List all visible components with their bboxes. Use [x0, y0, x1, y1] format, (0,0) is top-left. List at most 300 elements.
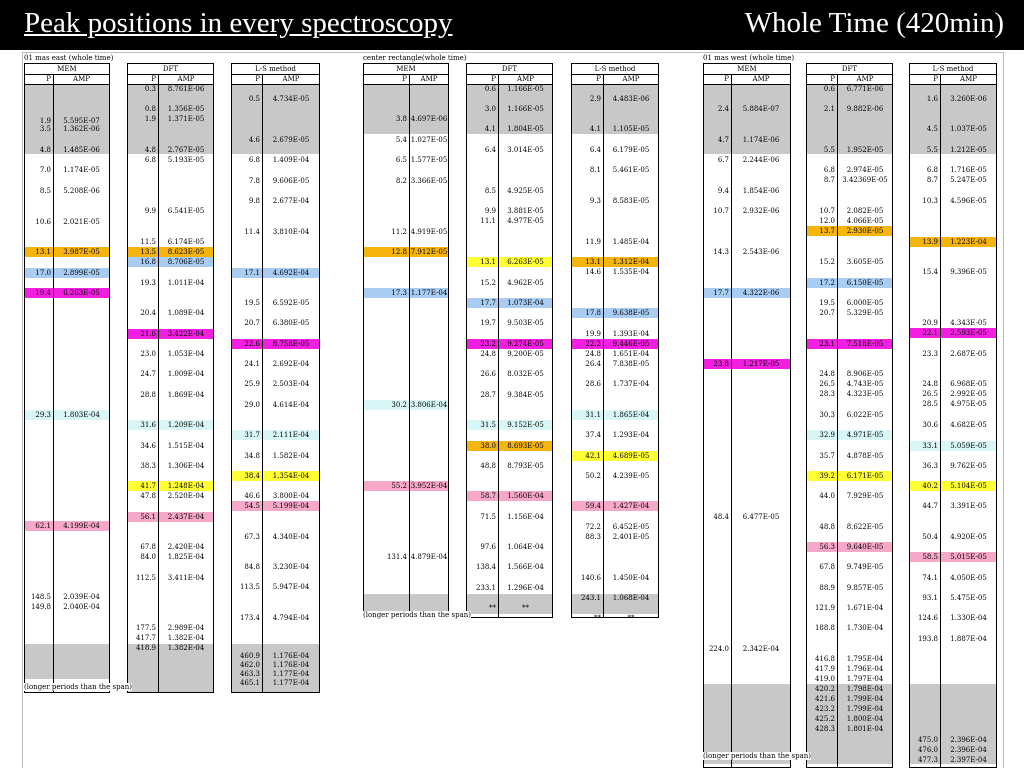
cell-amplitude: 1.450E-04: [612, 574, 650, 582]
table-row: [910, 94, 996, 104]
cell-amplitude: 2.989E-04: [167, 624, 205, 632]
cell-amplitude: 1.371E-05: [167, 115, 205, 123]
cell-period: 31.6: [140, 421, 156, 429]
cell-period: 233.1: [475, 584, 496, 592]
cell-amplitude: 5.193E-05: [167, 156, 205, 164]
cell-period: 35.7: [819, 452, 835, 460]
table-row: [572, 145, 658, 155]
table-row: [364, 176, 448, 186]
cell-period: 0.8: [144, 105, 156, 113]
cell-period: 13.7: [819, 227, 835, 235]
table-row: [467, 84, 552, 94]
table-row: [807, 694, 892, 704]
table-row: [807, 704, 892, 714]
table-row: [232, 135, 319, 145]
cell-period: 4.7: [717, 136, 729, 144]
cell-period: 24.1: [244, 360, 260, 368]
cell-period: 24.7: [140, 370, 156, 378]
cell-period: 19.5: [819, 299, 835, 307]
column-header-amp: AMP: [517, 75, 534, 83]
cell-period: 13.1: [585, 258, 601, 266]
table-row: [807, 389, 892, 399]
table-row: [25, 602, 109, 612]
cell-period: 97.6: [480, 543, 496, 551]
cell-period: 26.4: [585, 360, 601, 368]
cell-amplitude: 6.150E-05: [846, 279, 884, 287]
cell-period: 1.9: [144, 115, 156, 123]
cell-period: 10.7: [713, 207, 729, 215]
cell-amplitude: 8.761E-06: [167, 85, 205, 93]
cell-period: 20.7: [819, 309, 835, 317]
cell-period: 8.5: [484, 187, 496, 195]
cell-amplitude: 1.177E-04: [272, 679, 310, 687]
cell-amplitude: 5.461E-05: [612, 166, 650, 174]
cell-amplitude: 2.342E-04: [742, 645, 780, 653]
cell-amplitude: 4.239E-05: [612, 472, 650, 480]
cell-period: 188.8: [814, 624, 835, 632]
cell-amplitude: 1.312E-04: [612, 258, 650, 266]
table-row: [232, 562, 319, 572]
table-row: [25, 268, 109, 278]
cell-amplitude: 3.987E-05: [63, 248, 100, 256]
cell-amplitude: 1.730E-04: [846, 624, 884, 632]
table-row: [128, 349, 213, 359]
cell-period: 13.9: [922, 238, 938, 246]
method-label: L-S method: [255, 65, 296, 73]
table-row: [910, 165, 996, 175]
cell-period: 6.5: [395, 156, 407, 164]
cell-period: 16.8: [140, 258, 156, 266]
cell-amplitude: 1.485E-06: [63, 146, 100, 154]
column-header-p: P: [255, 75, 260, 83]
cell-amplitude: 6.380E-05: [272, 319, 310, 327]
table-row: [128, 104, 213, 114]
table-row: [467, 206, 552, 216]
table-row: [704, 288, 790, 298]
cell-amplitude: 6.452E-05: [612, 523, 650, 531]
table-row: [128, 420, 213, 430]
cell-period: 12.0: [819, 217, 835, 225]
cell-period: 19.3: [140, 279, 156, 287]
cell-amplitude: 9.274E-05: [507, 340, 544, 348]
cell-amplitude: 1.156E-04: [507, 513, 544, 521]
cell-period: 224.0: [708, 645, 729, 653]
spectrum-table: [909, 63, 997, 768]
cell-amplitude: 1.825E-04: [167, 553, 205, 561]
method-label: MEM: [737, 65, 757, 73]
table-row: [910, 573, 996, 583]
cell-period: 138.4: [475, 563, 496, 571]
column-header-amp: AMP: [282, 75, 300, 83]
cell-amplitude: 1.037E-05: [950, 125, 987, 133]
table-row: [704, 186, 790, 196]
cell-amplitude: **: [522, 604, 529, 612]
table-row: [467, 369, 552, 379]
cell-period: 11.1: [480, 217, 496, 225]
cell-period: 13.5: [140, 248, 156, 256]
cell-amplitude: 9.152E-05: [507, 421, 544, 429]
table-row: [910, 501, 996, 511]
section-title: 01 mas east (whole time): [24, 54, 114, 62]
table-row: [364, 552, 448, 562]
cell-amplitude: 1.356E-05: [167, 105, 205, 113]
table-row: [467, 124, 552, 134]
cell-amplitude: 1.176E-04: [272, 652, 310, 660]
cell-period: 9.9: [144, 207, 156, 215]
column-header-amp: AMP: [752, 75, 770, 83]
table-row: [910, 420, 996, 430]
cell-period: 40.2: [922, 482, 938, 490]
cell-amplitude: 1.354E-04: [272, 472, 310, 480]
cell-amplitude: 1.952E-05: [846, 146, 884, 154]
table-row: [910, 145, 996, 155]
cell-period: 29.0: [244, 401, 260, 409]
cell-amplitude: 1.887E-04: [950, 635, 987, 643]
cell-period: 33.1: [922, 442, 938, 450]
table-row: [128, 623, 213, 633]
cell-amplitude: 1.869E-04: [167, 391, 205, 399]
table-row: [232, 613, 319, 623]
cell-period: 14.3: [713, 248, 729, 256]
cell-period: 131.4: [386, 553, 407, 561]
cell-amplitude: 4.066E-05: [846, 217, 884, 225]
cell-period: 84.0: [140, 553, 156, 561]
cell-period: 417.9: [814, 665, 835, 673]
cell-amplitude: 4.878E-05: [846, 452, 884, 460]
cell-period: 22.1: [922, 329, 938, 337]
column-header-row: [232, 74, 319, 85]
table-row: [128, 278, 213, 288]
table-row: [572, 359, 658, 369]
table-row: [232, 451, 319, 461]
cell-amplitude: 1.485E-04: [612, 238, 650, 246]
cell-period: 41.7: [140, 482, 156, 490]
cell-period: 26.5: [922, 390, 938, 398]
cell-period: 0.5: [248, 95, 260, 103]
table-row: [128, 257, 213, 267]
cell-period: 5.5: [926, 146, 938, 154]
cell-period: 4.1: [589, 125, 601, 133]
table-row: [910, 613, 996, 623]
cell-period: 3.0: [484, 105, 496, 113]
table-row: [807, 623, 892, 633]
table-row: [232, 430, 319, 440]
table-row: [467, 186, 552, 196]
cell-period: 58.7: [480, 492, 496, 500]
cell-period: 17.7: [480, 299, 496, 307]
table-row: [807, 471, 892, 481]
table-row: [232, 176, 319, 186]
section-note: (longer periods than the span): [363, 611, 472, 619]
cell-amplitude: 1.212E-05: [950, 146, 987, 154]
table-row: [807, 562, 892, 572]
cell-amplitude: 1.671E-04: [846, 604, 884, 612]
table-row: [232, 339, 319, 349]
cell-amplitude: 2.503E-04: [272, 380, 310, 388]
cell-period: 423.2: [814, 705, 835, 713]
spectrum-table: [231, 63, 320, 693]
cell-amplitude: 4.794E-04: [272, 614, 310, 622]
table-row: [128, 155, 213, 165]
cell-amplitude: 1.382E-04: [167, 634, 205, 642]
cell-period: 9.9: [484, 207, 496, 215]
cell-period: 19.9: [585, 330, 601, 338]
cell-period: 148.5: [30, 593, 51, 601]
cell-period: 17.2: [819, 279, 835, 287]
cell-amplitude: 9.503E-05: [507, 319, 544, 327]
cell-period: 30.6: [922, 421, 938, 429]
cell-amplitude: 4.920E-05: [950, 533, 987, 541]
cell-period: 71.5: [480, 513, 496, 521]
table-row: [467, 603, 552, 613]
cell-period: 7.0: [39, 166, 51, 174]
table-row: [704, 359, 790, 369]
table-row: [25, 186, 109, 196]
cell-amplitude: 1.027E-05: [410, 136, 448, 144]
cell-amplitude: 1.799E-04: [846, 695, 884, 703]
cell-amplitude: 1.174E-06: [742, 136, 780, 144]
cell-amplitude: 1.798E-04: [846, 685, 884, 693]
cell-amplitude: 1.293E-04: [612, 431, 650, 439]
method-label: L-S method: [932, 65, 974, 73]
cell-amplitude: 5.475E-05: [950, 594, 987, 602]
spectrum-table: [24, 63, 110, 693]
cell-period: 26.5: [819, 380, 835, 388]
cell-period: 20.9: [922, 319, 938, 327]
cell-amplitude: 1.296E-04: [507, 584, 544, 592]
cell-period: 29.3: [35, 411, 51, 419]
section-title: 01 mas west (whole time): [703, 54, 795, 62]
cell-amplitude: 5.059E-05: [950, 442, 987, 450]
cell-period: 0.3: [144, 85, 156, 93]
cell-period: 23.3: [922, 350, 938, 358]
cell-amplitude: 2.244E-06: [742, 156, 780, 164]
table-row: [467, 318, 552, 328]
cell-amplitude: 6.541E-05: [167, 207, 205, 215]
table-row: [704, 155, 790, 165]
cell-amplitude: 9.384E-05: [507, 391, 544, 399]
table-row: [467, 562, 552, 572]
column-header-row: [364, 74, 448, 85]
cell-period: 46.6: [244, 492, 260, 500]
cell-period: 48.4: [713, 513, 729, 521]
table-row: [910, 318, 996, 328]
cell-amplitude: 2.687E-05: [950, 350, 987, 358]
cell-period: 31.1: [585, 411, 601, 419]
cell-period: 417.7: [135, 634, 156, 642]
cell-period: 465.1: [239, 679, 260, 687]
cell-amplitude: 4.322E-06: [742, 289, 780, 297]
column-header-p: P: [830, 75, 835, 83]
table-row: [25, 124, 109, 134]
cell-amplitude: 1.796E-04: [846, 665, 884, 673]
table-row: [25, 521, 109, 531]
section-title: center rectangle(whole time): [363, 54, 467, 62]
table-row: [807, 308, 892, 318]
gray-band: [807, 84, 892, 154]
table-row: [572, 257, 658, 267]
cell-amplitude: 1.409E-04: [272, 156, 310, 164]
cell-period: 11.4: [244, 228, 260, 236]
cell-amplitude: 8.906E-05: [846, 370, 884, 378]
cell-amplitude: 7.838E-05: [612, 360, 650, 368]
table-row: [232, 532, 319, 542]
cell-amplitude: 4.971E-05: [846, 431, 884, 439]
table-row: [232, 155, 319, 165]
column-header-amp: AMP: [420, 75, 438, 83]
cell-period: 26.6: [480, 370, 496, 378]
cell-period: 428.3: [814, 725, 835, 733]
cell-period: 15.2: [480, 279, 496, 287]
cell-period: 37.4: [585, 431, 601, 439]
table-row: [807, 542, 892, 552]
cell-period: 13.1: [480, 258, 496, 266]
cell-period: 6.8: [926, 166, 938, 174]
table-row: [467, 216, 552, 226]
table-row: [910, 755, 996, 765]
cell-amplitude: 8.793E-05: [507, 462, 544, 470]
cell-amplitude: 6.174E-05: [167, 238, 205, 246]
cell-period: 2.9: [589, 95, 601, 103]
cell-amplitude: 1.801E-04: [846, 725, 884, 733]
cell-period: 20.4: [140, 309, 156, 317]
table-row: [232, 227, 319, 237]
cell-period: 58.5: [922, 553, 938, 561]
cell-period: 9.3: [589, 197, 601, 205]
cell-amplitude: 9.200E-05: [507, 350, 544, 358]
cell-amplitude: 9.857E-05: [846, 584, 884, 592]
cell-amplitude: 9.640E-05: [846, 543, 884, 551]
cell-amplitude: 5.104E-05: [950, 482, 987, 490]
cell-period: 6.8: [144, 156, 156, 164]
cell-amplitude: 7.518E-05: [846, 340, 884, 348]
table-row: [807, 216, 892, 226]
cell-period: 121.9: [814, 604, 835, 612]
cell-period: 25.9: [244, 380, 260, 388]
cell-amplitude: 4.697E-06: [410, 115, 448, 123]
cell-amplitude: 2.974E-05: [846, 166, 884, 174]
method-label: L-S method: [594, 65, 636, 73]
table-row: [807, 684, 892, 694]
cell-period: 22.6: [244, 340, 260, 348]
cell-amplitude: 8.706E-05: [167, 258, 205, 266]
cell-amplitude: 9.446E-05: [612, 340, 650, 348]
cell-amplitude: 6.022E-05: [846, 411, 884, 419]
table-row: [572, 165, 658, 175]
cell-period: 3.8: [395, 115, 407, 123]
cell-period: 460.9: [239, 652, 260, 660]
table-row: [232, 359, 319, 369]
cell-period: 42.1: [585, 452, 601, 460]
cell-amplitude: 4.692E-04: [272, 269, 310, 277]
table-row: [572, 451, 658, 461]
cell-amplitude: 8.032E-05: [507, 370, 544, 378]
cell-amplitude: 9.749E-05: [846, 563, 884, 571]
column-header-p: P: [46, 75, 51, 83]
cell-period: 59.4: [585, 502, 601, 510]
cell-amplitude: 5.329E-05: [846, 309, 884, 317]
cell-amplitude: 4.977E-05: [507, 217, 544, 225]
cell-period: 476.0: [917, 746, 938, 754]
cell-amplitude: 1.560E-04: [507, 492, 544, 500]
cell-period: 24.8: [585, 350, 601, 358]
table-row: [807, 145, 892, 155]
table-row: [128, 369, 213, 379]
cell-period: 2.4: [717, 105, 729, 113]
table-row: [807, 104, 892, 114]
cell-amplitude: 4.919E-05: [410, 228, 448, 236]
cell-amplitude: 6.179E-05: [612, 146, 650, 154]
cell-amplitude: 4.483E-06: [612, 95, 650, 103]
table-row: [128, 552, 213, 562]
cell-amplitude: 1.011E-04: [167, 279, 205, 287]
gray-band: [364, 84, 448, 134]
cell-amplitude: 9.762E-05: [950, 462, 987, 470]
cell-amplitude: 4.199E-04: [63, 522, 100, 530]
cell-period: 28.6: [585, 380, 601, 388]
cell-amplitude: 2.401E-05: [612, 533, 650, 541]
cell-amplitude: 6.000E-05: [846, 299, 884, 307]
cell-amplitude: 3.806E-04: [410, 401, 448, 409]
table-row: [25, 288, 109, 298]
column-divider: [731, 74, 732, 767]
table-row: [364, 135, 448, 145]
table-row: [807, 175, 892, 185]
cell-amplitude: 2.930E-05: [846, 227, 884, 235]
cell-amplitude: 4.614E-04: [272, 401, 310, 409]
table-row: [807, 165, 892, 175]
table-row: [364, 114, 448, 124]
cell-period: 17.1: [244, 269, 260, 277]
page-subtitle: Whole Time (420min): [744, 7, 1004, 39]
cell-period: 1.9: [39, 117, 51, 125]
column-header-p: P: [491, 75, 496, 83]
cell-period: 19.4: [35, 289, 51, 297]
cell-amplitude: 2.021E-05: [63, 218, 100, 226]
cell-amplitude: 3.230E-04: [272, 563, 310, 571]
table-row: [128, 84, 213, 94]
cell-amplitude: 5.247E-05: [950, 176, 987, 184]
cell-period: 38.4: [244, 472, 260, 480]
table-row: [232, 400, 319, 410]
table-row: [364, 288, 448, 298]
table-row: [128, 542, 213, 552]
cell-period: 14.6: [585, 268, 601, 276]
cell-amplitude: 1.166E-05: [507, 105, 544, 113]
spectrum-table: [806, 63, 893, 768]
cell-amplitude: 1.009E-04: [167, 370, 205, 378]
cell-period: 17.0: [35, 269, 51, 277]
cell-period: 193.8: [917, 635, 938, 643]
cell-period: 4.1: [484, 125, 496, 133]
cell-amplitude: 5.884E-07: [742, 105, 780, 113]
cell-period: 38.0: [480, 442, 496, 450]
table-row: [128, 206, 213, 216]
cell-period: 421.6: [814, 695, 835, 703]
cell-amplitude: 2.992E-05: [950, 390, 987, 398]
cell-amplitude: 1.306E-04: [167, 462, 205, 470]
cell-period: 6.4: [589, 146, 601, 154]
table-row: [25, 410, 109, 420]
cell-period: 17.3: [391, 289, 407, 297]
table-row: [572, 196, 658, 206]
column-header-row: [25, 74, 109, 85]
cell-period: 13.1: [35, 248, 51, 256]
table-row: [704, 135, 790, 145]
cell-period: 419.0: [814, 675, 835, 683]
cell-period: 6.7: [717, 156, 729, 164]
cell-period: 3.5: [39, 125, 51, 133]
